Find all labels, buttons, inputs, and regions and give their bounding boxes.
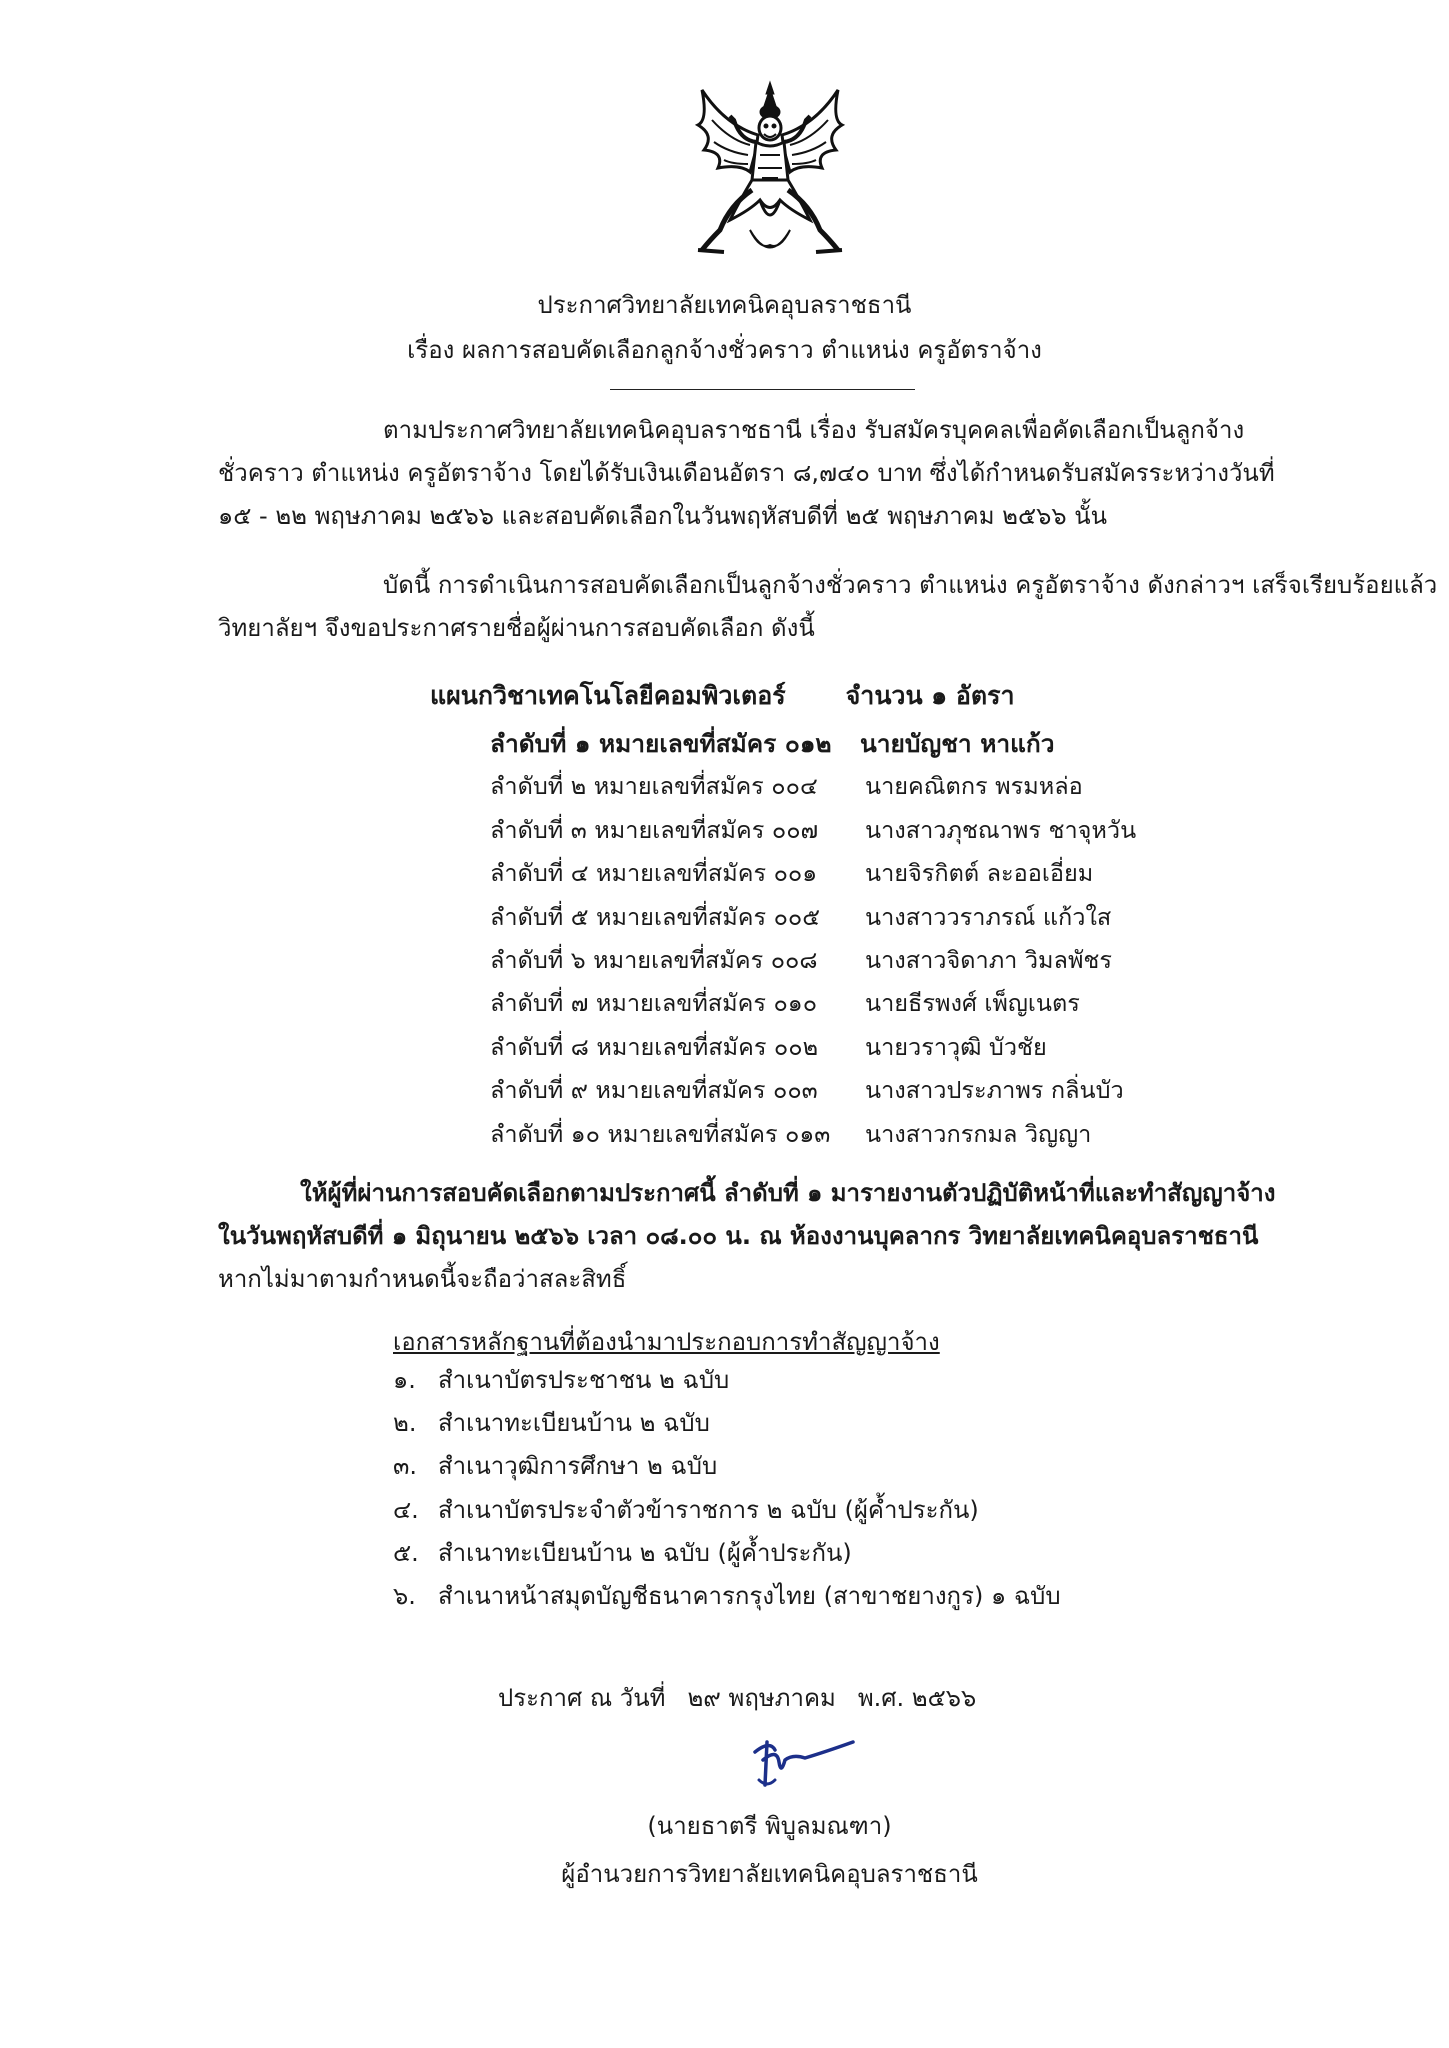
document-item [393,1575,1061,1618]
document-number: ๑. [393,1366,416,1394]
notice-line: วิทยาลัยฯ จึงขอประกาศรายชื่อผู้ผ่านการสอบคัดเลือก ดังนี้ [218,614,815,642]
intro-line: ตามประกาศวิทยาลัยเทคนิคอุบลราชธานี เรื่อง รับสมัครบุคคลเพื่อคัดเลือกเป็นลูกจ้าง [383,416,1245,444]
candidate-name: นายบัญชา หาแก้ว [860,729,1055,758]
document-item [393,1445,940,1488]
signatory-title: ผู้อำนวยการวิทยาลัยเทคนิคอุบลราชธานี [561,1860,978,1888]
candidate-name: นายคณิตกร พรมหล่อ [865,772,1083,801]
notice-paragraph [218,564,1438,650]
candidate-rank: ลำดับที่ ๖ หมายเลขที่สมัคร ๐๐๘ [490,945,818,974]
candidate-rank: ลำดับที่ ๙ หมายเลขที่สมัคร ๐๐๓ [490,1076,818,1105]
announce-prefix: ประกาศ ณ วันที่ [498,1684,666,1712]
candidate-rank: ลำดับที่ ๓ หมายเลขที่สมัคร ๐๐๗ [490,815,819,844]
candidate-name: นางสาวภุชณาพร ชาจุหวัน [865,815,1137,844]
department-heading [430,680,1015,712]
title-divider [610,389,915,390]
department-name: แผนกวิชาเทคโนโลยีคอมพิวเตอร์ [430,681,786,710]
document-number: ๖. [393,1581,416,1610]
candidate-rank: ลำดับที่ ๔ หมายเลขที่สมัคร ๐๐๑ [490,859,818,888]
announcement-subject: เรื่อง ผลการสอบคัดเลือกลูกจ้างชั่วคราว ตำแหน่ง ครูอัตราจ้าง [407,336,1042,364]
candidate-name: นางสาวกรกมล วิญญา [865,1119,1092,1148]
document-text: สำเนาทะเบียนบ้าน ๒ ฉบับ (ผู้ค้ำประกัน) [438,1538,852,1567]
documents-heading: เอกสารหลักฐานที่ต้องนำมาประกอบการทำสัญญาจ้าง [393,1328,940,1356]
announce-era: พ.ศ. ๒๕๖๖ [857,1684,977,1712]
document-item [393,1402,940,1445]
candidate-name: นายธีรพงศ์ เพ็ญเนตร [865,989,1080,1018]
candidate-rank: ลำดับที่ ๒ หมายเลขที่สมัคร ๐๐๔ [490,772,818,801]
candidate-rank: ลำดับที่ ๑ หมายเลขที่สมัคร ๐๑๒ [490,729,832,758]
intro-paragraph [218,409,1323,538]
notice-line: บัดนี้ การดำเนินการสอบคัดเลือกเป็นลูกจ้างชั่วคราว ตำแหน่ง ครูอัตราจ้าง ดังกล่าวฯ เสร็จเรียบร้อยแล้ว [383,571,1438,599]
candidate-name: นายวราวุฒิ บัวชัย [865,1032,1047,1061]
signatory-name: (นายธาตรี พิบูลมณฑา) [647,1812,892,1840]
garuda-emblem-icon [690,80,850,265]
candidate-rank: ลำดับที่ ๑๐ หมายเลขที่สมัคร ๐๑๓ [490,1119,831,1148]
candidate-name: นายจิรกิตต์ ละออเอี่ยม [865,859,1094,888]
candidate-rank: ลำดับที่ ๗ หมายเลขที่สมัคร ๐๑๐ [490,989,818,1018]
document-text: สำเนาบัตรประจำตัวข้าราชการ ๒ ฉบับ (ผู้ค้ำประกัน) [438,1495,979,1524]
report-line: ในวันพฤหัสบดีที่ ๑ มิถุนายน ๒๕๖๖ เวลา ๐๘.๐๐ น. ณ ห้องงานบุคลากร วิทยาลัยเทคนิคอุบลราชธานี [218,1222,1259,1250]
document-number: ๕. [393,1538,419,1567]
document-item [393,1359,940,1402]
intro-line: ๑๕ - ๒๒ พฤษภาคม ๒๕๖๖ และสอบคัดเลือกในวันพฤหัสบดีที่ ๒๕ พฤษภาคม ๒๕๖๖ นั้น [218,502,1108,530]
report-line: ให้ผู้ที่ผ่านการสอบคัดเลือกตามประกาศนี้ ลำดับที่ ๑ มารายงานตัวปฏิบัติหน้าที่และทำสัญญาจ้าง [300,1179,1276,1207]
candidate-name: นางสาวประภาพร กลิ่นบัว [865,1076,1124,1105]
document-number: ๒. [393,1409,417,1438]
document-item [393,1532,940,1575]
candidate-name: นางสาววราภรณ์ แก้วใส [865,902,1112,931]
document-text: สำเนาวุฒิการศึกษา ๒ ฉบับ [438,1452,718,1481]
document-text: สำเนาทะเบียนบ้าน ๒ ฉบับ [438,1409,710,1438]
announcement-title: ประกาศวิทยาลัยเทคนิคอุบลราชธานี [537,291,912,319]
candidate-rank: ลำดับที่ ๕ หมายเลขที่สมัคร ๐๐๕ [490,902,821,931]
candidate-name: นางสาวจิดาภา วิมลพัชร [865,945,1113,974]
report-line: หากไม่มาตามกำหนดนี้จะถือว่าสละสิทธิ์ [218,1265,627,1293]
report-paragraph [218,1172,1328,1301]
document-text: สำเนาบัตรประชาชน ๒ ฉบับ [438,1366,730,1394]
candidate-rank: ลำดับที่ ๘ หมายเลขที่สมัคร ๐๐๒ [490,1032,819,1061]
document-item [393,1489,979,1532]
position-count: จำนวน ๑ อัตรา [845,681,1015,710]
document-number: ๔. [393,1495,419,1524]
document-number: ๓. [393,1452,418,1481]
signature-icon [745,1730,865,1795]
announcement-date [498,1682,998,1714]
announce-date: ๒๙ พฤษภาคม [687,1684,836,1712]
document-text: สำเนาหน้าสมุดบัญชีธนาคารกรุงไทย (สาขาชยางกูร) ๑ ฉบับ [438,1581,1061,1610]
required-documents [393,1325,1061,1618]
intro-line: ชั่วคราว ตำแหน่ง ครูอัตราจ้าง โดยได้รับเงินเดือนอัตรา ๘,๗๔๐ บาท ซึ่งได้กำหนดรับสมัครระหว่างวันที่ [218,459,1275,487]
